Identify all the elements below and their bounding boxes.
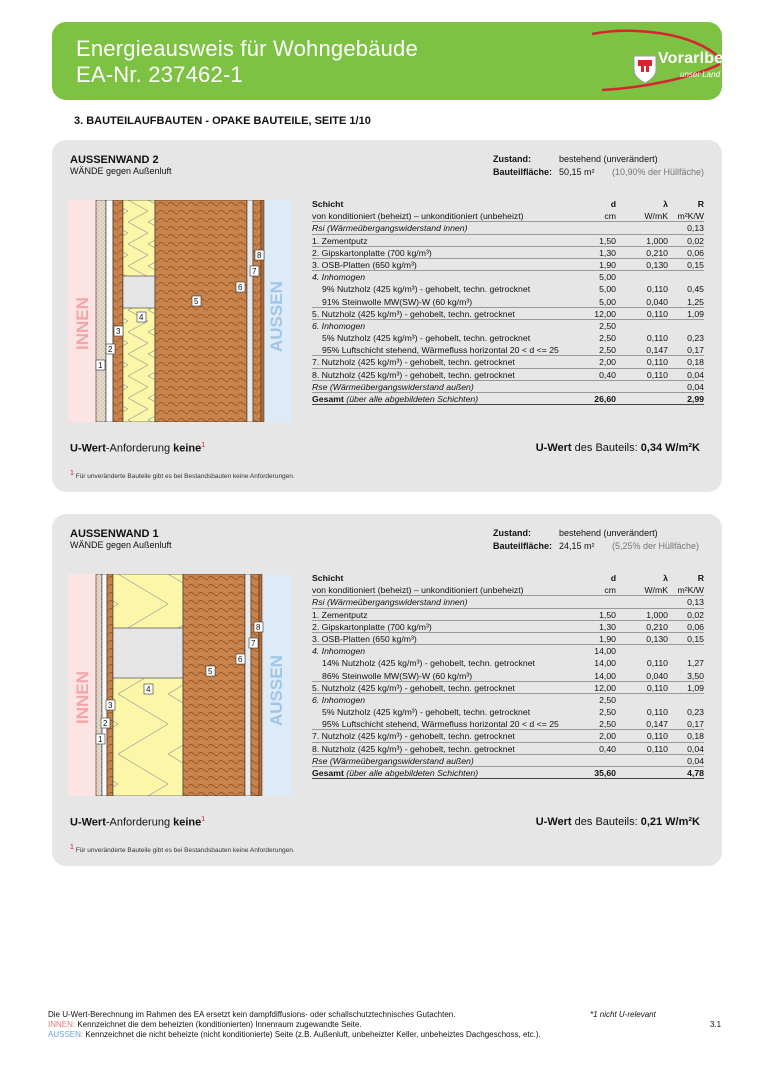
- table-row: [312, 344, 704, 356]
- layer-d: 1,30: [599, 621, 616, 632]
- table-row: [312, 670, 704, 682]
- layer-number-3: 3: [108, 701, 113, 710]
- layer-lambda: 0,210: [646, 621, 668, 632]
- layer-d: 2,50: [599, 333, 616, 344]
- construction-panel: [52, 514, 722, 866]
- total-note: (über alle abgebildeten Schichten): [346, 768, 479, 778]
- total-r: 4,78: [687, 768, 704, 778]
- flaeche-percent: (5,25% der Hüllfäche): [612, 541, 700, 551]
- flaeche-value: 50,15 m²: [559, 167, 595, 177]
- layer-r: 0,45: [687, 284, 704, 295]
- layer-name: 2. Gipskartonplatte (700 kg/m³): [312, 247, 432, 258]
- layer-lambda: 0,130: [646, 259, 668, 270]
- innen-label: INNEN: [73, 671, 92, 724]
- layer-number-5: 5: [194, 297, 199, 306]
- page-header: [52, 22, 740, 100]
- layer-name: 5. Nutzholz (425 kg/m³) - gehobelt, techn. getrocknet: [312, 308, 515, 319]
- footnote-num: 1: [70, 844, 74, 851]
- unit-lambda: W/mK: [644, 211, 668, 222]
- col-lambda: λ: [663, 199, 668, 209]
- u-val-value: 0,21 W/m²K: [640, 816, 700, 828]
- unit-r: m²K/W: [677, 585, 704, 596]
- header-title-line1: Energieausweis für Wohngebäude: [76, 36, 418, 61]
- panel-footnote: [70, 470, 295, 480]
- layer-number-7: 7: [252, 267, 257, 276]
- layer-name: 8. Nutzholz (425 kg/m³) - gehobelt, techn. getrocknet: [312, 743, 515, 754]
- layer-table: [312, 572, 704, 779]
- table-subheader: [312, 584, 704, 596]
- layer-d: 1,90: [599, 259, 616, 270]
- u-val-prefix: U-Wert: [535, 442, 572, 454]
- panel-subtitle: WÄNDE gegen Außenluft: [70, 166, 172, 176]
- flaeche-percent: (10,90% der Hüllfäche): [612, 167, 705, 177]
- layer-r: 0,18: [687, 357, 704, 368]
- layer-r: 0,17: [687, 345, 704, 356]
- u-req-sup: 1: [201, 816, 206, 823]
- table-row: [312, 283, 704, 295]
- layer-r: 0,18: [687, 731, 704, 742]
- layer-d: 2,00: [599, 731, 616, 742]
- layer-r: 0,15: [687, 633, 704, 644]
- layer-d: 0,40: [599, 743, 616, 754]
- u-val-prefix: U-Wert: [535, 816, 572, 828]
- layer-r: 1,25: [687, 296, 704, 307]
- layer-number-2: 2: [103, 719, 108, 728]
- rse-value: 0,04: [687, 381, 704, 392]
- layer-lambda: 0,110: [646, 707, 668, 718]
- innen-label: INNEN: [73, 297, 92, 350]
- footer-aussen-text: Kennzeichnet die nicht beheizte (nicht konditionierte) Seite (z.B. Außenluft, unbeheizter Keller, unbeheiztes Dachgeschoss, etc.).: [83, 1030, 541, 1039]
- wall-section-diagram: [68, 200, 292, 422]
- layer-r: 0,06: [687, 247, 704, 258]
- aussen-label: AUSSEN: [267, 655, 286, 726]
- footer-innen-text: Kennzeichnet die dem beheizten (konditionierten) Innenraum zugewandte Seite.: [75, 1020, 362, 1029]
- footer-line1: Die U-Wert-Berechnung im Rahmen des EA ersetzt kein dampfdiffusions- oder schallschutztechnisches Gutachten.: [48, 1010, 456, 1019]
- total-r: 2,99: [687, 394, 704, 404]
- vorarlberg-logo: [572, 28, 740, 94]
- table-row: [312, 682, 704, 694]
- total-d: 35,60: [594, 768, 616, 778]
- rse-label: Rse (Wärmeübergangswiderstand außen): [312, 381, 474, 392]
- layer-d: 1,50: [599, 235, 616, 246]
- col-sub: von konditioniert (beheizt) – unkonditioniert (unbeheizt): [312, 585, 524, 596]
- col-r: R: [697, 573, 704, 583]
- layer-lambda: 0,147: [646, 719, 668, 730]
- table-row: [312, 730, 704, 742]
- aussen-label: AUSSEN: [267, 281, 286, 352]
- layer-number-4: 4: [146, 685, 151, 694]
- layer-lambda: 1,000: [646, 609, 668, 620]
- layer-d: 2,50: [599, 707, 616, 718]
- layer-name: 6. Inhomogen: [312, 694, 366, 705]
- u-requirement: [70, 816, 205, 829]
- u-req-prefix: U-Wert: [70, 442, 106, 455]
- logo-subtitle: unser Land: [680, 70, 721, 79]
- layer-lambda: 0,110: [646, 308, 668, 319]
- layer-name: 2. Gipskartonplatte (700 kg/m³): [312, 621, 432, 632]
- layer-name: 8. Nutzholz (425 kg/m³) - gehobelt, techn. getrocknet: [312, 369, 515, 380]
- layer-lambda: 0,040: [646, 296, 668, 307]
- page-number: 3.1: [710, 1020, 722, 1029]
- layer-d: 2,50: [599, 719, 616, 730]
- layer-d: 0,40: [599, 369, 616, 380]
- table-row: [312, 247, 704, 259]
- u-val-value: 0,34 W/m²K: [640, 442, 700, 454]
- layer-d: 12,00: [594, 308, 616, 319]
- layer-lambda: 0,110: [646, 357, 668, 368]
- table-row: [312, 356, 704, 368]
- unit-d: cm: [604, 585, 616, 596]
- zustand-label: Zustand:: [493, 154, 531, 164]
- layer-table: [312, 198, 704, 405]
- table-row: [312, 259, 704, 271]
- layer-number-6: 6: [238, 283, 243, 292]
- table-row: [312, 706, 704, 718]
- layer-lambda: 0,110: [646, 284, 668, 295]
- u-value: [536, 816, 700, 828]
- layer-number-5: 5: [208, 667, 213, 676]
- wall-layers-drawing: [68, 200, 292, 422]
- layer-name: 5% Nutzholz (425 kg/m³) - gehobelt, techn. getrocknet: [322, 707, 531, 718]
- layer-name: 91% Steinwolle MW(SW)-W (60 kg/m³): [322, 296, 473, 307]
- col-schicht: Schicht: [312, 573, 344, 583]
- panel-footnote: [70, 844, 295, 854]
- layer-name: 7. Nutzholz (425 kg/m³) - gehobelt, techn. getrocknet: [312, 357, 515, 368]
- rsi-value: 0,13: [687, 223, 704, 234]
- layer-d: 1,30: [599, 247, 616, 258]
- layer-number-2: 2: [108, 345, 113, 354]
- total-d: 26,60: [594, 394, 616, 404]
- header-title-line2: EA-Nr. 237462-1: [76, 62, 243, 87]
- layer-r: 0,23: [687, 333, 704, 344]
- table-row: [312, 271, 704, 283]
- total-row: [312, 767, 704, 779]
- u-val-middle: des Bauteils:: [571, 442, 638, 454]
- layer-d: 12,00: [594, 682, 616, 693]
- unit-r: m²K/W: [677, 211, 704, 222]
- layer-r: 1,27: [687, 658, 704, 669]
- layer-name: 1. Zementputz: [312, 609, 368, 620]
- wall-layers-drawing: [68, 574, 292, 796]
- layer-r: 1,09: [687, 308, 704, 319]
- construction-panel: [52, 140, 722, 492]
- u-req-middle: -Anforderung: [105, 816, 171, 829]
- table-header: [312, 572, 704, 584]
- total-label: Gesamt: [312, 768, 344, 778]
- coat-of-arms-icon: [632, 54, 658, 84]
- zustand-value: bestehend (unverändert): [559, 154, 658, 164]
- logo-brand: Vorarlberg: [658, 50, 740, 67]
- layer-lambda: 0,110: [646, 369, 668, 380]
- table-row: [312, 694, 704, 706]
- layer-lambda: 0,110: [646, 658, 668, 669]
- layer-d: 14,00: [594, 646, 616, 657]
- layer-name: 3. OSB-Platten (650 kg/m³): [312, 633, 417, 644]
- u-req-middle: -Anforderung: [105, 442, 171, 455]
- rse-row: [312, 755, 704, 767]
- flaeche-value: 24,15 m²: [559, 541, 595, 551]
- layer-name: 3. OSB-Platten (650 kg/m³): [312, 259, 417, 270]
- layer-lambda: 0,110: [646, 743, 668, 754]
- rsi-label: Rsi (Wärmeübergangswiderstand innen): [312, 223, 468, 234]
- layer-number-3: 3: [116, 327, 121, 336]
- layer-number-8: 8: [257, 251, 262, 260]
- table-subheader: [312, 210, 704, 222]
- layer-r: 0,15: [687, 259, 704, 270]
- table-row: [312, 718, 704, 730]
- layer-number-7: 7: [251, 639, 256, 648]
- layer-name: 1. Zementputz: [312, 235, 368, 246]
- table-row: [312, 743, 704, 755]
- footnote-text: Für unveränderte Bauteile gibt es bei Bestandsbauten keine Anforderungen.: [75, 847, 295, 855]
- u-val-middle: des Bauteils:: [571, 816, 638, 828]
- footer-aussen-key: AUSSEN:: [48, 1030, 84, 1039]
- col-schicht: Schicht: [312, 199, 344, 209]
- rse-label: Rse (Wärmeübergangswiderstand außen): [312, 755, 474, 766]
- rsi-value: 0,13: [687, 597, 704, 608]
- u-req-value: keine: [173, 442, 202, 455]
- layer-name: 95% Luftschicht stehend, Wärmefluss horizontal 20 < d <= 25: [322, 345, 559, 356]
- col-d: d: [610, 199, 616, 209]
- table-row: [312, 657, 704, 669]
- u-requirement: [70, 442, 205, 455]
- layer-d: 5,00: [599, 284, 616, 295]
- col-d: d: [610, 573, 616, 583]
- panel-title: AUSSENWAND 1: [70, 528, 159, 540]
- rsi-row: [312, 596, 704, 608]
- layer-d: 2,00: [599, 357, 616, 368]
- zustand-label: Zustand:: [493, 528, 531, 538]
- layer-r: 0,04: [687, 369, 704, 380]
- flaeche-label: Bauteilfläche:: [493, 167, 553, 177]
- layer-d: 5,00: [599, 272, 616, 283]
- layer-name: 5. Nutzholz (425 kg/m³) - gehobelt, techn. getrocknet: [312, 682, 515, 693]
- panel-subtitle: WÄNDE gegen Außenluft: [70, 540, 172, 550]
- rsi-label: Rsi (Wärmeübergangswiderstand innen): [312, 597, 468, 608]
- total-row: [312, 393, 704, 405]
- col-r: R: [697, 199, 704, 209]
- layer-d: 1,50: [599, 609, 616, 620]
- layer-name: 14% Nutzholz (425 kg/m³) - gehobelt, techn. getrocknet: [322, 658, 535, 669]
- total-label: Gesamt: [312, 394, 344, 404]
- layer-r: 0,02: [687, 235, 704, 246]
- u-req-value: keine: [173, 816, 202, 829]
- layer-rows: [312, 609, 704, 755]
- wall-section-diagram: [68, 574, 292, 796]
- u-req-sup: 1: [201, 442, 206, 449]
- u-req-prefix: U-Wert: [70, 816, 106, 829]
- layer-r: 0,17: [687, 719, 704, 730]
- layer-d: 2,50: [599, 320, 616, 331]
- layer-name: 86% Steinwolle MW(SW)-W (60 kg/m³): [322, 670, 473, 681]
- rse-row: [312, 381, 704, 393]
- table-header: [312, 198, 704, 210]
- layer-lambda: 0,110: [646, 731, 668, 742]
- footnote-text: Für unveränderte Bauteile gibt es bei Bestandsbauten keine Anforderungen.: [75, 473, 295, 481]
- table-row: [312, 633, 704, 645]
- footnote-num: 1: [70, 470, 74, 477]
- table-row: [312, 235, 704, 247]
- col-lambda: λ: [663, 573, 668, 583]
- layer-lambda: 0,210: [646, 247, 668, 258]
- layer-number-8: 8: [256, 623, 261, 632]
- u-value: [536, 442, 700, 454]
- total-note: (über alle abgebildeten Schichten): [346, 394, 479, 404]
- layer-lambda: 0,110: [646, 682, 668, 693]
- table-row: [312, 332, 704, 344]
- zustand-value: bestehend (unverändert): [559, 528, 658, 538]
- table-row: [312, 609, 704, 621]
- layer-r: 0,23: [687, 707, 704, 718]
- layer-name: 4. Inhomogen: [312, 272, 366, 283]
- section-title: 3. BAUTEILAUFBAUTEN - OPAKE BAUTEILE, SEITE 1/10: [74, 115, 371, 127]
- layer-lambda: 0,040: [646, 670, 668, 681]
- layer-r: 0,06: [687, 621, 704, 632]
- layer-number-1: 1: [98, 735, 103, 744]
- layer-name: 95% Luftschicht stehend, Wärmefluss horizontal 20 < d <= 25: [322, 719, 559, 730]
- layer-d: 2,50: [599, 345, 616, 356]
- flaeche-label: Bauteilfläche:: [493, 541, 553, 551]
- layer-d: 1,90: [599, 633, 616, 644]
- table-row: [312, 296, 704, 308]
- table-row: [312, 645, 704, 657]
- panel-title: AUSSENWAND 2: [70, 154, 159, 166]
- layer-number-4: 4: [139, 313, 144, 322]
- layer-lambda: 0,110: [646, 333, 668, 344]
- layer-rows: [312, 235, 704, 381]
- rsi-row: [312, 222, 704, 234]
- layer-d: 14,00: [594, 658, 616, 669]
- layer-lambda: 0,130: [646, 633, 668, 644]
- table-row: [312, 621, 704, 633]
- layer-r: 1,09: [687, 682, 704, 693]
- layer-number-6: 6: [238, 655, 243, 664]
- layer-d: 5,00: [599, 296, 616, 307]
- layer-d: 2,50: [599, 694, 616, 705]
- unit-lambda: W/mK: [644, 585, 668, 596]
- col-sub: von konditioniert (beheizt) – unkonditioniert (unbeheizt): [312, 211, 524, 222]
- rse-value: 0,04: [687, 755, 704, 766]
- layer-r: 3,50: [687, 670, 704, 681]
- layer-name: 5% Nutzholz (425 kg/m³) - gehobelt, techn. getrocknet: [322, 333, 531, 344]
- layer-name: 6. Inhomogen: [312, 320, 366, 331]
- layer-number-1: 1: [98, 361, 103, 370]
- layer-d: 14,00: [594, 670, 616, 681]
- layer-r: 0,02: [687, 609, 704, 620]
- layer-r: 0,04: [687, 743, 704, 754]
- layer-name: 7. Nutzholz (425 kg/m³) - gehobelt, techn. getrocknet: [312, 731, 515, 742]
- layer-name: 4. Inhomogen: [312, 646, 366, 657]
- table-row: [312, 308, 704, 320]
- layer-lambda: 1,000: [646, 235, 668, 246]
- layer-name: 9% Nutzholz (425 kg/m³) - gehobelt, techn. getrocknet: [322, 284, 531, 295]
- footer-right-note: *1 nicht U-relevant: [590, 1010, 656, 1019]
- footer-innen-key: INNEN:: [48, 1020, 76, 1029]
- layer-lambda: 0,147: [646, 345, 668, 356]
- table-row: [312, 320, 704, 332]
- table-row: [312, 369, 704, 381]
- unit-d: cm: [604, 211, 616, 222]
